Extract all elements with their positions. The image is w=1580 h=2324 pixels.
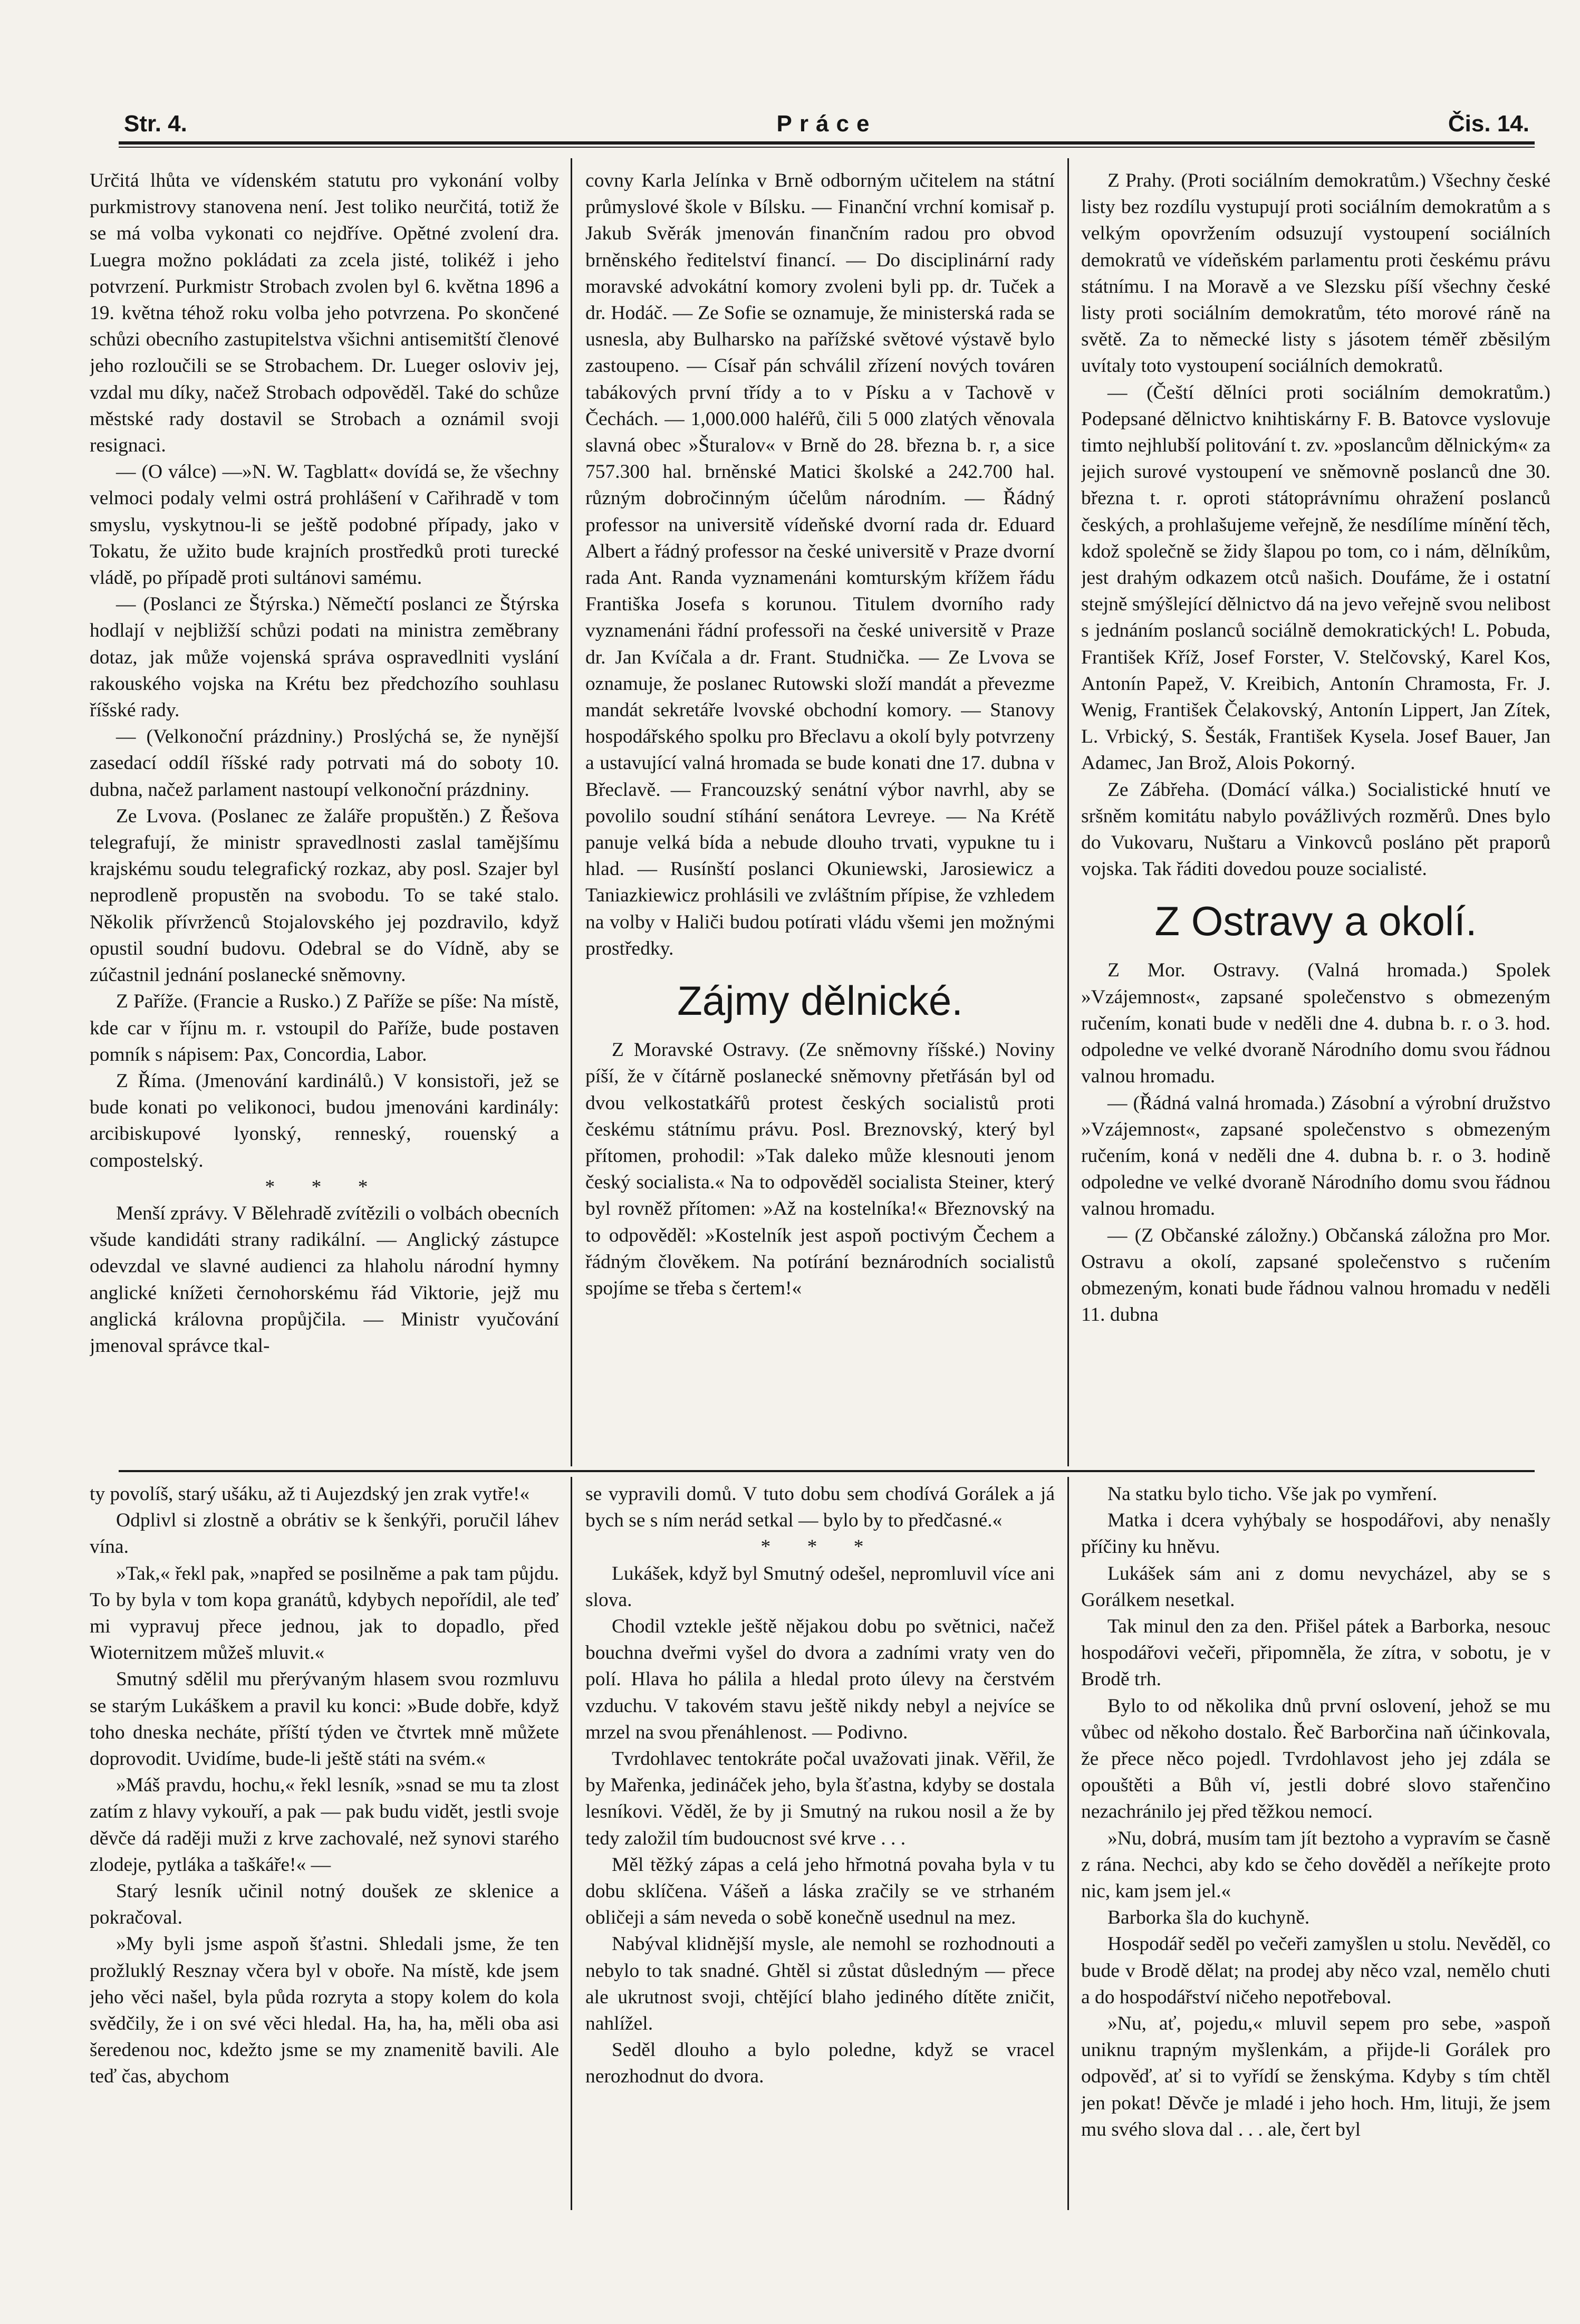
paragraph: Menší zprávy. V Bělehradě zvítězili o volbách obecních všude kandidáti strany radikální. — Anglický zástupce odevzdal ve slavné audienci za hlaholu národní hymny anglické knížeti černohorskému řád Viktorie, jejž mu anglická královna propůjčila. — Ministr vyučování jmenoval správce tkal- [90, 1202, 559, 1357]
column-3 [1081, 168, 1550, 1486]
column-divider [1067, 1477, 1069, 2210]
paragraph: Z Paříže. (Francie a Rusko.) Z Paříže se píše: Na místě, kde car v říjnu m. r. vstoupil do Paříže, bude postaven pomník s nápisem: Pax, Concordia, Labor. [90, 991, 559, 1065]
section-stars: * * * [760, 1536, 880, 1558]
paragraph: Lukášek sám ani z domu nevycházel, aby se s Gorálkem nesetkal. [1081, 1562, 1550, 1611]
paragraph: Z Moravské Ostravy. (Ze sněmovny říšské.) Noviny píší, že v čítárně poslanecké sněmovny přetřásán byl od dvou velkostatkářů protest českých socialistů proti českému státnímu právu. Posl. Breznovský, který byl přítomen, prohodil: »Tak daleko může klesnouti jenom český socialista.« Na to odpověděl socialista Steiner, který byl rovněž přítomen: »Až na kostelníka!« Březnovský na to odpověděl: »Kostelník jest aspoň poctivým Čechem a řádným člověkem. Na potírání beznárodních socialistů spojíme se třeba s čertem!« [585, 1039, 1055, 1299]
column-1 [90, 168, 559, 1486]
paragraph: Odplivl si zlostně a obrátiv se k šenkýři, poručil láhev vína. [90, 1510, 559, 1558]
newspaper-title: Práce [776, 111, 877, 137]
paragraph: Z Mor. Ostravy. (Valná hromada.) Spolek »Vzájemnost«, zapsané společenstvo s obmezeným ručením, konati bude v neděli dne 4. dubna b. r. o 3. hod. odpoledne ve velké dvoraně Národního domu svou řádnou valnou hromadu. [1081, 959, 1550, 1088]
paragraph: ty povolíš, starý ušáku, až ti Aujezdský jen zrak vytře!« [90, 1483, 530, 1505]
paragraph: Smutný sdělil mu přerývaným hlasem svou rozmluvu se starým Lukáškem a pravil ku konci: »Bude dobře, když toho dneska necháte, příští týden ve čtvrtek mně můžete doprovodit. Uvidíme, bude-li ještě státi na svém.« [90, 1668, 559, 1770]
paragraph: Určitá lhůta ve vídenském statutu pro vykonání volby purkmistrovy stanovena není. Jest toliko neurčitá, totiž že se má volba vykonati co nejdříve. Opětné zvolení dra. Luegra možno pokládati za zcela jisté, tolikéž i jeho potvrzení. Purkmistr Strobach zvolen byl 6. května 1896 a 19. května téhož roku volba jeho potvrzena. Po skončené schůzi obecního zastupitelstva všichni antisemitští členové jeho rozloučili se se Strobachem. Dr. Lueger osloviv jej, vzdal mu díky, načež Strobach odpověděl. Také do schůze městské rady dostavil se Strobach a oznámil svoji resignaci. [90, 170, 559, 457]
story-column-2 [585, 1481, 1055, 2214]
paragraph: Matka i dcera vyhýbaly se hospodářovi, aby nenašly příčiny ku hněvu. [1081, 1510, 1550, 1558]
paragraph: »Máš pravdu, hochu,« řekl lesník, »snad se mu ta zlost zatím z hlavy vykouří, a pak — pak budu vidět, jestli svoje děvče dá raději muži z krve zachovalé, než synovi starého zlodeje, pytláka a taškáře!« — [90, 1774, 559, 1876]
paragraph: — (Velkonoční prázdniny.) Proslýchá se, že nynější zasedací oddíl říšské rady potrvati má do soboty 10. dubna, načež parlament nastoupí velkonoční prázdniny. [90, 726, 559, 801]
header-rule [119, 141, 1535, 145]
paragraph: Starý lesník učinil notný doušek ze sklenice a pokračoval. [90, 1880, 559, 1929]
feuilleton-rule [119, 1470, 1535, 1472]
column-divider [571, 158, 572, 1466]
section-title: Zájmy dělnické. [677, 977, 963, 1024]
paragraph: Nabýval klidnější mysle, ale nemohl se rozhodnouti a nebylo to tak snadné. Ghtěl si zůstat důsledným — přece ale ukrutnost svoji, chtějící blaho jediného dítěte zničit, nahlížel. [585, 1933, 1055, 2035]
paragraph: Tak minul den za den. Přišel pátek a Barborka, nesouc hospodářovi večeři, připomněla, že zítra, v sobotu, je v Brodě trh. [1081, 1616, 1550, 1691]
paragraph: se vypravili domů. V tuto dobu sem chodívá Gorálek a já bych se s ním nerád setkal — bylo by to předčasné.« [585, 1483, 1055, 1532]
column-2 [585, 168, 1055, 1486]
paragraph: Ze Zábřeha. (Domácí válka.) Socialistické hnutí ve sršněm komitátu nabylo povážlivých rozměrů. Dnes bylo do Vukovaru, Nuštaru a Vinkovců posláno pět praporů vojska. Tak řáditi dovedou pouze socialisté. [1081, 779, 1550, 880]
paragraph: »My byli jsme aspoň šťastni. Shledali jsme, že ten prožluklý Resznay včera byl v oboře. Na místě, kde jsem jeho věci našel, byla půda rozryta a stopy kolem do kola svědčily, že i on své věci hledal. Ha, ha, ha, měli oba asi šeredenou noc, kdežto jsme se my znamenitě bavili. Ale teď čas, abychom [90, 1933, 559, 2088]
paragraph: Tvrdohlavec tentokráte počal uvažovati jinak. Věřil, že by Mařenka, jedináček jeho, byla šťastna, kdyby se dostala lesníkovi. Věděl, že by ji Smutný na rukou nosil a že by tedy založil tím budoucnost své krve . . . [585, 1748, 1055, 1849]
issue-number: Čis. 14. [1448, 111, 1529, 137]
paragraph: — (O válce) —»N. W. Tagblatt« dovídá se, že všechny velmoci podaly velmi ostrá prohlášení v Cařihradě v tom smyslu, vyskytnou-li se ještě podobné případy, jako v Tokatu, že užito bude krajních prostředků proti turecké vládě, po případě proti sultánovi samému. [90, 461, 559, 589]
story-column-1 [90, 1481, 559, 2214]
paragraph: Hospodář seděl po večeři zamyšlen u stolu. Nevěděl, co bude v Brodě dělat; na prodej aby něco vzal, nemělo chuti a do hospodářství ničeho nepotřeboval. [1081, 1933, 1550, 2008]
paragraph: »Tak,« řekl pak, »napřed se posilněme a pak tam půjdu. To by byla v tom kopa granátů, kdybych nepořídil, ale teď mi vypravuj přece jednou, jak to dopadlo, před Wioternitzem můžeš mluvit.« [90, 1562, 559, 1664]
paragraph: Seděl dlouho a bylo poledne, když se vracel nerozhodnut do dvora. [585, 2039, 1055, 2088]
paragraph: — (Poslanci ze Štýrska.) Němečtí poslanci ze Štýrska hodlají v nejbližší schůzi podati na ministra zeměbrany dotaz, jak může vojenská správa ospravedlniti vyslání rakouského vojska na Krétu bez předchozího souhlasu říšské rady. [90, 593, 559, 722]
paragraph: Ze Lvova. (Poslanec ze žaláře propuštěn.) Z Řešova telegrafují, že ministr spravedlnosti zaslal tamějšímu krajskému soudu telegrafický rozkaz, aby posl. Szajer byl neprodleně propustěn na svobodu. To se také stalo. Několik přívrženců Stojalovského jej pozdravilo, když opustil soudní budovu. Odebral se do Vídně, aby se zúčastnil jednání poslanecké sněmovny. [90, 805, 559, 986]
paragraph: Měl těžký zápas a celá jeho hřmotná povaha byla v tu dobu sklíčena. Vášeň a láska zračily se ve strhaném obličeji a sám neveda o sobě konečně usednul na mez. [585, 1854, 1055, 1929]
paragraph: covny Karla Jelínka v Brně odborným učitelem na státní průmyslové škole v Bílsku. — Finanční vrchní komisař p. Jakub Svěrák jmenován finančním radou pro obvod brněnského ředitelství financí. — Do disciplinární rady moravské advokátní komory zvoleni byli pp. dr. Tuček a dr. Hodáč. — Ze Sofie se oznamuje, že ministerská rada se usnesla, aby Bulharsko na pařížské světové výstavě bylo zastoupeno. — Císař pán schválil zřízení nových továren tabákových první třídy a to v Písku a v Tachově v Čechách. — 1,000.000 haléřů, čili 5 000 zlatých věnovala slavná obec »Šturalov« v Brně do 28. března b. r, a sice 757.300 hal. brněnské Matici školské a 242.700 hal. různým dobročinným účelům národním. — Řádný professor na universitě vídeňské dvorní rada dr. Eduard Albert a řádný professor na české universitě v Praze dvorní rada Ant. Randa vyznamenáni komturským křížem řádu Františka Josefa s korunou. Titulem dvorního rady vyznamenáni řádní professoři na české universitě v Praze dr. Jan Kvíčala a dr. Frant. Studnička. — Ze Lvova se oznamuje, že poslanec Rutowski složí mandát a převezme mandát sekretáře lvovské obchodní komory. — Stanovy hospodářského spolku pro Břeclavu a okolí byly potvrzeny a ustavující valná hromada se bude konati dne 17. dubna v Břeclavě. — Francouzský senátní výbor navrhl, aby se povolilo soudní stíhání senátora Levreye. — Na Krétě panuje velká bída a nebude dlouho trvati, vypukne tu i hlad. — Rusínští poslanci Okuniewski, Jarosiewicz a Taniazkiewicz prohlásili ve zvláštním přípise, že vzhledem na volby v Haliči budou potírati vládu všemi jen možnými prostředky. [585, 170, 1055, 959]
paragraph: — (Řádná valná hromada.) Zásobní a výrobní družstvo »Vzájemnost«, zapsané společenstvo s obmezeným ručením, koná v neděli dne 4. dubna b. r. o 3. hodině odpoledne ve velké dvoraně Národního domu svou řádnou valnou hromadu. [1081, 1092, 1550, 1220]
paragraph: — (Čeští dělníci proti sociálním demokratům.) Podepsané dělnictvo knihtiskárny F. B. Batovce vyslovuje timto nejhlubší politování t. zv. »poslancům dělnickým« za jejich surové vystoupení ve sněmovně poslanců dne 30. března t. r. oproti státoprávnímu ohražení poslanců českých, a prohlašujeme veřejně, že nesdílíme mínění těch, kdož společně se židy šlapou po tom, co i nám, dělníkům, jest drahým odkazem otců našich. Doufáme, že i ostatní stejně smýšlející dělnictvo dá na jevo veřejně svou nelibost s jednáním poslanců sociálně demokratických! L. Pobuda, František Kříž, Josef Forster, V. Stelčovský, Karel Kos, Antonín Papež, V. Kreibich, Antonín Chramosta, Fr. J. Wenig, František Čelakovský, Antonín Lippert, Jan Zítek, L. Vrbický, S. Šesták, František Kysela. Josef Bauer, Jan Adamec, Jan Brož, Alois Pokorný. [1081, 381, 1550, 774]
paragraph: Barborka šla do kuchyně. [1107, 1907, 1310, 1929]
page-number: Str. 4. [124, 111, 187, 137]
paragraph: »Nu, ať, pojedu,« mluvil sepem pro sebe, »aspoň uniknu trapným myšlenkám, a přijde-li Gorálek pro odpověď, ať si to vyřídí se ženskýma. Kdyby s tím chtěl jen pokat! Děvče je mladé i jeho hoch. Hm, lituji, že jsem mu svého slova dal . . . ale, čert byl [1081, 2013, 1550, 2140]
paragraph: »Nu, dobrá, musím tam jít beztoho a vypravím se časně z rána. Nechci, aby kdo se čeho dověděl a neříkejte proto nic, kam jsem jel.« [1081, 1827, 1550, 1903]
paragraph: Chodil vztekle ještě nějakou dobu po světnici, načež bouchna dveřmi vyšel do dvora a zadními vraty ven do polí. Hlava ho pálila a hledal proto úlevy na čerstvém vzduchu. V takovém stavu ještě nikdy nebyl a nejvíce se mrzel na svou přenáhlenost. — Podivno. [585, 1616, 1055, 1743]
section-stars: * * * [265, 1176, 384, 1198]
paragraph: Bylo to od několika dnů první oslovení, jehož se mu vůbec od někoho dostalo. Řeč Barborčina naň účinkovala, že přece něco pojedl. Tvrdohlavost jeho jej zdála se opouštěti a Bůh ví, jestli dobré slovo stařenčino nezachránilo jej před těžkou nemocí. [1081, 1695, 1550, 1823]
column-divider [1067, 158, 1069, 1466]
column-divider [571, 1477, 572, 2210]
section-title: Z Ostravy a okolí. [1154, 898, 1477, 945]
paragraph: — (Z Občanské záložny.) Občanská záložna pro Mor. Ostravu a okolí, zapsané společenstvo s ručením obmezeným, konati bude řádnou valnou hromadu v neděli 11. dubna [1081, 1224, 1550, 1326]
paragraph: Na statku bylo ticho. Vše jak po vymření. [1107, 1483, 1438, 1505]
paragraph: Lukášek, když byl Smutný odešel, nepromluvil více ani slova. [585, 1562, 1055, 1611]
story-column-3 [1081, 1481, 1550, 2214]
header-rule-thin [119, 147, 1535, 148]
paragraph: Z Prahy. (Proti sociálním demokratům.) Všechny české listy bez rozdílu vystupují proti sociálním demokratům a s velkým opovržením odsuzují vystoupení sociálních demokratů ve vídeňském parlamentu proti českému právu státnímu. I na Moravě a ve Slezsku píší všechny české listy proti sociálním demokratům, této morové ráně na světě. Za to německé listy s jásotem téměř zběsilým uvítaly toto vystoupení sociálních demokratů. [1081, 170, 1550, 377]
paragraph: Z Říma. (Jmenování kardinálů.) V konsistoři, jež se bude konati po velikonoci, budou jmenováni kardinály: arcibiskupové lyonský, renneský, rouenský a compostelský. [90, 1070, 559, 1171]
